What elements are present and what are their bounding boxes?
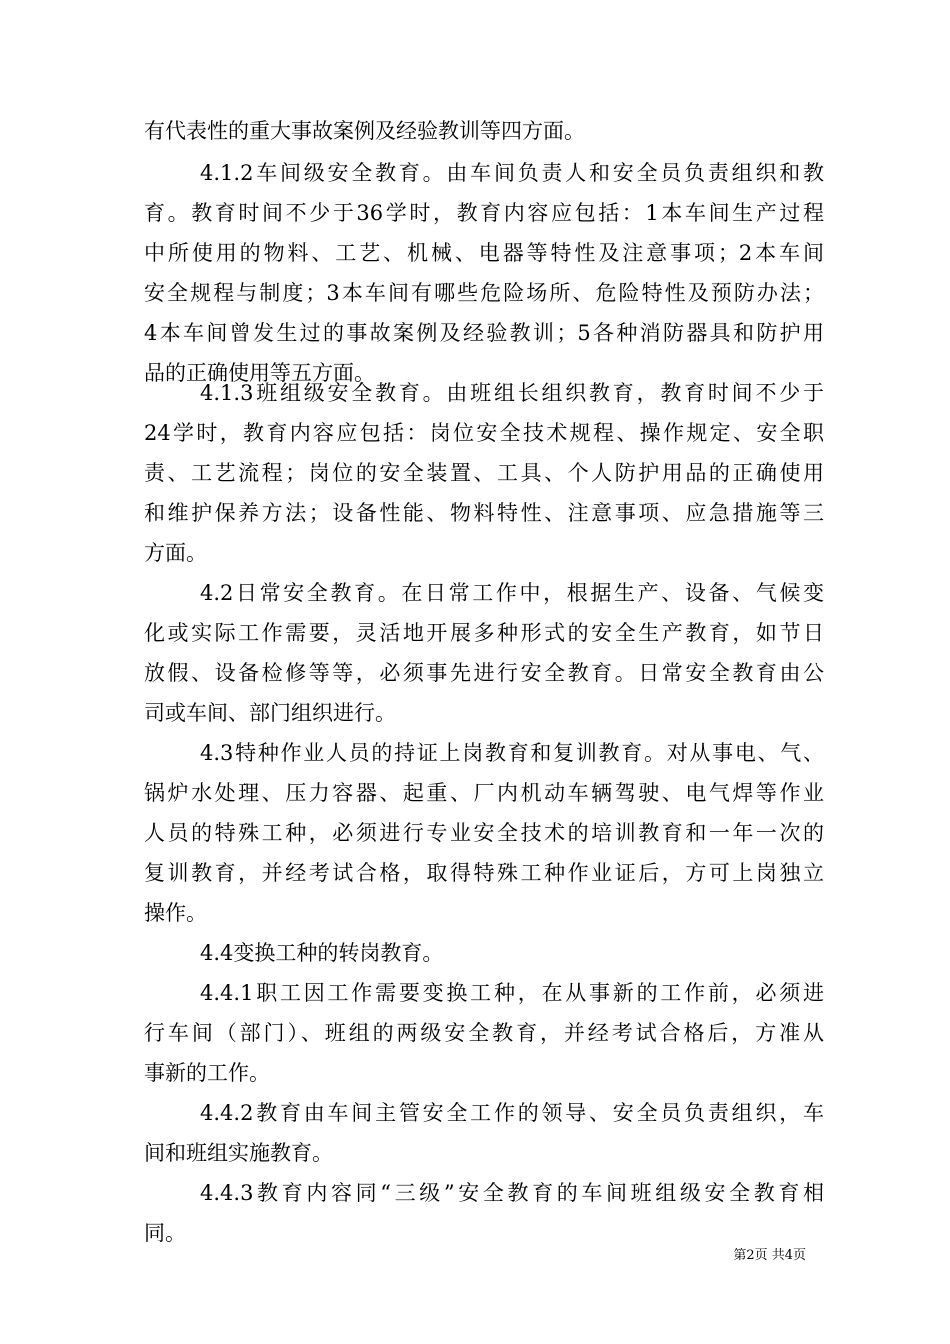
text-line: 锅炉水处理、压力容器、起重、厂内机动车辆驾驶、电气焊等作业 [144, 781, 824, 805]
text-line: 司或车间、部门组织进行。 [144, 701, 396, 725]
text-line: 化或实际工作需要，灵活地开展多种形式的安全生产教育，如节日 [144, 621, 824, 645]
text-line: 人员的特殊工种，必须进行专业安全技术的培训教育和一年一次的 [144, 821, 824, 845]
text-line: 和维护保养方法；设备性能、物料特性、注意事项、应急措施等三 [144, 501, 824, 525]
text-line: 24学时，教育内容应包括：岗位安全技术规程、操作规定、安全职 [144, 421, 824, 445]
text-line: 4.1.2车间级安全教育。由车间负责人和安全员负责组织和教 [200, 161, 824, 185]
text-line: 4.4.2教育由车间主管安全工作的领导、安全员负责组织，车 [200, 1101, 824, 1125]
text-line: 间和班组实施教育。 [144, 1141, 333, 1165]
text-line: 有代表性的重大事故案例及经验教训等四方面。 [144, 119, 585, 143]
text-line: 品的正确使用等五方面。 [144, 361, 375, 385]
text-line: 4.4.1职工因工作需要变换工种，在从事新的工作前，必须进 [200, 981, 824, 1005]
page-number: 第2页 共4页 [733, 1248, 806, 1263]
text-line: 放假、设备检修等等，必须事先进行安全教育。日常安全教育由公 [144, 661, 824, 685]
text-line: 4.2日常安全教育。在日常工作中，根据生产、设备、气候变 [200, 581, 824, 605]
text-line: 4本车间曾发生过的事故案例及经验教训；5各种消防器具和防护用 [144, 321, 824, 345]
text-line: 责、工艺流程；岗位的安全装置、工具、个人防护用品的正确使用 [144, 461, 824, 485]
text-line: 中所使用的物料、工艺、机械、电器等特性及注意事项；2本车间 [144, 241, 824, 265]
text-line: 育。教育时间不少于36学时，教育内容应包括：1本车间生产过程 [144, 201, 824, 225]
text-line: 4.4变换工种的转岗教育。 [200, 941, 444, 965]
text-line: 复训教育，并经考试合格，取得特殊工种作业证后，方可上岗独立 [144, 861, 824, 885]
text-line: 方面。 [144, 541, 207, 565]
text-line: 行车间（部门）、班组的两级安全教育，并经考试合格后，方准从 [144, 1021, 824, 1045]
text-line: 4.1.3班组级安全教育。由班组长组织教育，教育时间不少于 [200, 381, 824, 405]
text-line: 事新的工作。 [144, 1061, 270, 1085]
text-line: 操作。 [144, 901, 207, 925]
text-line: 安全规程与制度；3本车间有哪些危险场所、危险特性及预防办法； [144, 281, 824, 305]
text-line: 4.4.3教育内容同“三级”安全教育的车间班组级安全教育相 [200, 1181, 824, 1205]
text-line: 4.3特种作业人员的持证上岗教育和复训教育。对从事电、气、 [200, 741, 824, 765]
text-line: 同。 [144, 1221, 186, 1245]
